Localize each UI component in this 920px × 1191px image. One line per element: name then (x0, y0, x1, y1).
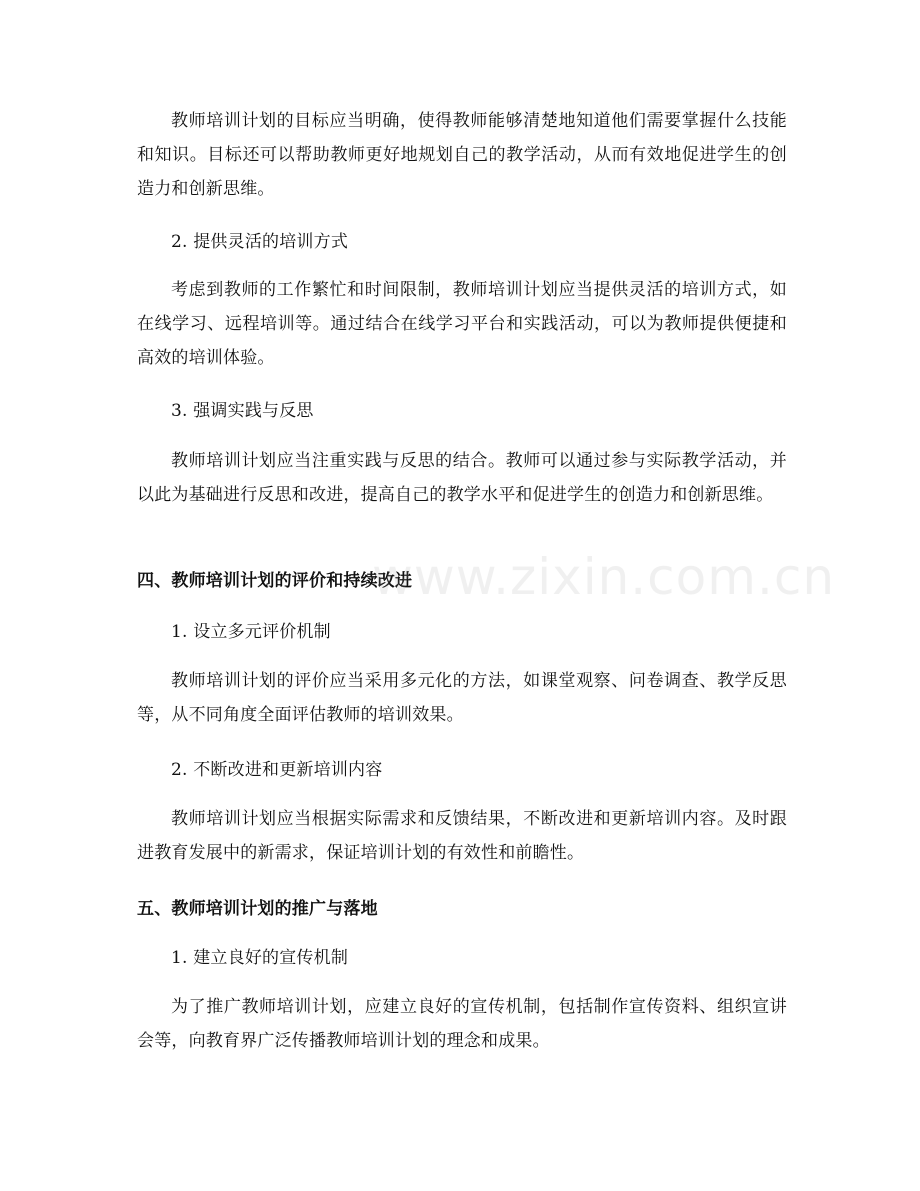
subheading-multi-evaluation: 1. 设立多元评价机制 (171, 622, 331, 642)
subheading-practice-reflection: 3. 强调实践与反思 (171, 401, 314, 421)
paragraph-publicity: 为了推广教师培训计划，应建立良好的宣传机制，包括制作宣传资料、组织宣讲会等，向教育界广泛传播教师培训计划的理念和成果。 (137, 997, 787, 1051)
subheading-publicity: 1. 建立良好的宣传机制 (171, 948, 349, 968)
paragraph-update-content: 教师培训计划应当根据实际需求和反馈结果，不断改进和更新培训内容。及时跟进教育发展中的新需求，保证培训计划的有效性和前瞻性。 (137, 809, 787, 863)
paragraph-flexible-training: 考虑到教师的工作繁忙和时间限制，教师培训计划应当提供灵活的培训方式，如在线学习、远程培训等。通过结合在线学习平台和实践活动，可以为教师提供便捷和高效的培训体验。 (137, 280, 787, 368)
subheading-update-content: 2. 不断改进和更新培训内容 (171, 760, 383, 780)
paragraph-multi-evaluation: 教师培训计划的评价应当采用多元化的方法，如课堂观察、问卷调查、教学反思等，从不同角度全面评估教师的培训效果。 (137, 671, 787, 725)
section-heading-evaluation: 四、教师培训计划的评价和持续改进 (137, 571, 413, 591)
subheading-flexible-training: 2. 提供灵活的培训方式 (171, 232, 349, 252)
watermark: www.zixin.com.cn (372, 548, 836, 606)
paragraph-training-goals: 教师培训计划的目标应当明确，使得教师能够清楚地知道他们需要掌握什么技能和知识。目标还可以帮助教师更好地规划自己的教学活动，从而有效地促进学生的创造力和创新思维。 (137, 111, 787, 199)
section-heading-promotion: 五、教师培训计划的推广与落地 (137, 899, 378, 919)
paragraph-practice-reflection: 教师培训计划应当注重实践与反思的结合。教师可以通过参与实际教学活动，并以此为基础进行反思和改进，提高自己的教学水平和促进学生的创造力和创新思维。 (137, 451, 787, 505)
